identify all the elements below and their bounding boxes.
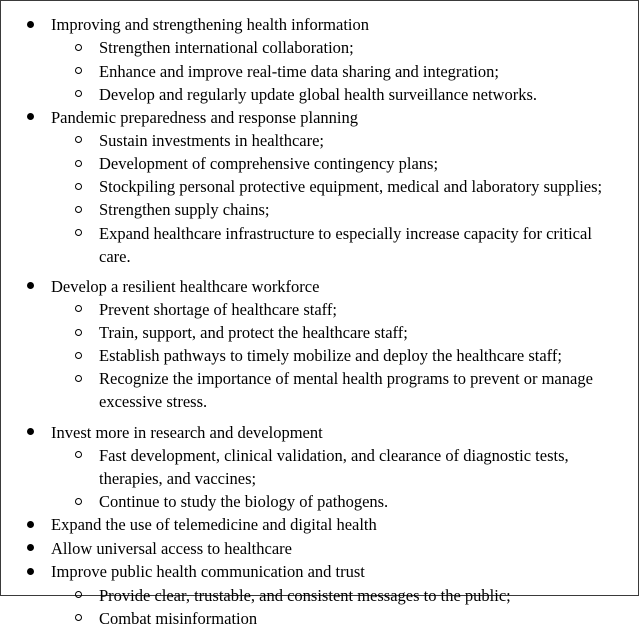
circle-bullet-icon	[75, 160, 82, 167]
sub-list	[51, 298, 624, 413]
list-item	[51, 222, 624, 268]
circle-bullet-icon	[75, 352, 82, 359]
list-item	[51, 321, 624, 344]
section-heading: Pandemic preparedness and response planning	[51, 107, 358, 127]
sub-item-text: Provide clear, trustable, and consistent messages to the public;	[99, 585, 511, 605]
sub-item-text: Development of comprehensive contingency plans;	[99, 154, 439, 174]
circle-bullet-icon	[75, 67, 82, 74]
sub-item-text: Strengthen international collaboration;	[99, 38, 354, 58]
list-item	[11, 106, 624, 268]
spacer	[11, 414, 624, 421]
sub-item-text: Develop and regularly update global health surveillance networks.	[99, 84, 538, 104]
sub-item-text: Fast development, clinical validation, and clearance of diagnostic tests, therapies, and vaccines;	[99, 446, 569, 489]
list-item	[51, 175, 624, 198]
circle-bullet-icon	[75, 498, 82, 505]
sub-item-text: Enhance and improve real-time data sharing and integration;	[99, 61, 499, 81]
list-item	[51, 444, 624, 490]
bullet-icon	[27, 428, 34, 435]
circle-bullet-icon	[75, 44, 82, 51]
sub-item-text: Combat misinformation	[99, 608, 258, 628]
sub-item-text: Recognize the importance of mental health programs to prevent or manage excessive stress.	[99, 369, 593, 412]
circle-bullet-icon	[75, 329, 82, 336]
document-content	[1, 1, 638, 638]
list-item	[51, 129, 624, 152]
list-item	[11, 537, 624, 560]
bullet-icon	[27, 282, 34, 289]
circle-bullet-icon	[75, 229, 82, 236]
section-heading: Improving and strengthening health information	[51, 15, 370, 34]
list-item	[51, 60, 624, 83]
list-item	[11, 560, 624, 630]
bullet-icon	[27, 544, 34, 551]
spacer	[11, 268, 624, 275]
sub-list	[51, 444, 624, 513]
circle-bullet-icon	[75, 451, 82, 458]
bullet-icon	[27, 521, 34, 528]
list-item	[51, 344, 624, 367]
bullet-icon	[27, 568, 34, 575]
list-item	[51, 584, 624, 607]
bullet-icon	[27, 21, 34, 28]
circle-bullet-icon	[75, 614, 82, 621]
list-item	[51, 36, 624, 59]
list-item	[11, 13, 624, 106]
section-heading: Improve public health communication and trust	[51, 562, 365, 582]
sub-list	[51, 129, 624, 268]
list-item	[51, 83, 624, 106]
sub-item-text: Establish pathways to timely mobilize and deploy the healthcare staff;	[99, 346, 562, 366]
circle-bullet-icon	[75, 375, 82, 382]
section-heading: Allow universal access to healthcare	[51, 538, 292, 558]
circle-bullet-icon	[75, 206, 82, 213]
list-item	[51, 298, 624, 321]
sub-item-text: Expand healthcare infrastructure to especially increase capacity for critical care.	[99, 223, 592, 266]
section-heading: Develop a resilient healthcare workforce	[51, 276, 320, 296]
circle-bullet-icon	[75, 591, 82, 598]
list-item	[51, 490, 624, 513]
sub-item-text: Prevent shortage of healthcare staff;	[99, 300, 337, 320]
list-item	[51, 367, 624, 413]
section-heading: Expand the use of telemedicine and digital health	[51, 515, 377, 535]
circle-bullet-icon	[75, 183, 82, 190]
sub-item-text: Continue to study the biology of pathogens.	[99, 492, 389, 512]
sub-item-text: Strengthen supply chains;	[99, 200, 270, 220]
section-heading: Invest more in research and development	[51, 422, 323, 442]
circle-bullet-icon	[75, 305, 82, 312]
list-item	[11, 275, 624, 414]
circle-bullet-icon	[75, 136, 82, 143]
list-item	[11, 513, 624, 536]
sub-item-text: Train, support, and protect the healthcare staff;	[99, 323, 408, 343]
sub-item-text: Sustain investments in healthcare;	[99, 131, 324, 151]
sub-list	[51, 36, 624, 105]
recommendations-list	[11, 13, 624, 630]
list-item	[51, 607, 624, 630]
bullet-icon	[27, 113, 34, 120]
circle-bullet-icon	[75, 90, 82, 97]
list-item	[11, 421, 624, 514]
sub-item-text: Stockpiling personal protective equipment, medical and laboratory supplies;	[99, 177, 603, 197]
list-item	[51, 198, 624, 221]
sub-list	[51, 584, 624, 630]
list-item	[51, 152, 624, 175]
